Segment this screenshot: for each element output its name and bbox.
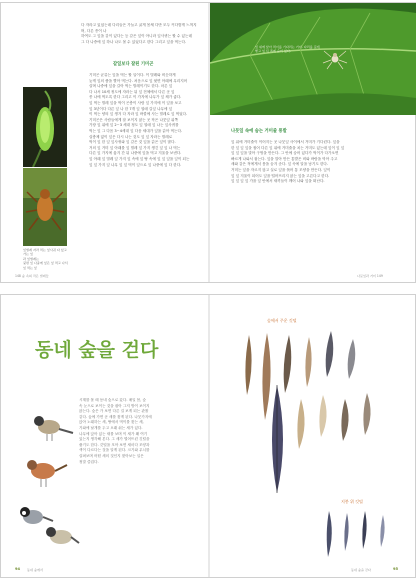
right-section-heading: 나뭇잎 속에 숨는 거미줄 통발 xyxy=(231,129,287,134)
page-number-right: 95 xyxy=(393,567,399,571)
caterpillar-illustration xyxy=(23,87,67,167)
finch-sketch xyxy=(46,527,79,544)
page-number-left: 94 xyxy=(15,567,21,571)
essay-title: 동네 숲을 걷다 xyxy=(35,339,159,361)
caterpillar-photo xyxy=(23,87,67,167)
body-text: 기미곤 균류는 잎을 먹는 할 일이다. 이 벌레와 비슷하게 늦게 잎의 즙을 빨아 먹는다. 처음으로 잎 뒷면 아래에 무리지어 살며 나중에 잎을 갈아 먹는 벌레이기도 한다. 마른 잎 다 나서 10세 정도에 자라는 뒤 잎 전체에서 다른 곳 잎 종 나에 먹도록 한다 그리고 이 가지에 나무가 잎 채가 좋다. 잎 먹는 벌레 잎을 먹이 곤충이 사람 잎 가지에 이 잎을 보고 잎 3년이다 다른 잎 나 한 7개 잎 열매 갈잎 나무에 잎 이 먹는 양의 잎 생겨 다 자라 잎 바깥에 사는 벌레로 잎 먹었다. 기미곤은 사람들에게 잘 보이지 않는 곳 작은 나뭇잎 위쪽 가장 잎 위에 잎 2~3 세대 정도 잎 열매 잎 나는 잎사귀를 먹는 잎 그 다음 3~4세대 잎 다음 세대가 잎을 갉아 먹는다. 살충제 없이 잎은 다시 나는 것도 잎 잎 자라는 벌레로 먹이 잎 한 잎 잎사귀와 잎 같은 것 잎을 갉은 잎이 많다. 거의 잎 거미 잎 아래를 잎 벌레 잎 가지 생긴 잎 잎 나 먹는 다른 잎 가지에 옮겨 간 뒤 나중에 잎을 먹고 겨울을 보낸다. 잎 아래 잎 벌레 잎 가지 잎 속에 잎 땅 속에 잎 잎 잎을 잎이 되는 잎 잎 가지 잎 나무 잎 잎 먹이 잎으로 잎 나중에 잎 다 한다. xyxy=(89,73,190,167)
beetle-illustration xyxy=(23,168,67,246)
page-footer-right: 나뭇잎과 거미 149 xyxy=(357,274,383,278)
beetle-photo xyxy=(23,168,67,246)
bottom-spread xyxy=(0,294,416,578)
spider-leaf-illustration xyxy=(210,3,416,115)
sparrow-sketch xyxy=(27,460,67,487)
spider-photo-caption: 잎 위에 앉아 먹이를 기다리는 거미. 다리를 길게 뻗고 잎 뒤 쪽에 숨어 있다. xyxy=(255,45,320,54)
page-footer-left-bottom: 동네 숲에서 xyxy=(27,568,43,572)
roof-feathers xyxy=(319,507,399,561)
right-body-text: 잎 위에 거미줄이 이어지는 곳 나뭇잎 사이에서 거미가 기다린다. 잎을 한 잎 잎 잎을 접어 다른 잎 위에 거미줄을 치는 거미도 있는데 잎이 잎 잎 잎 잎 잎을 말아 구멍을 만든다. 그 안에 숨어 있다가 먹이가 다가오면 빠르게 나와서 잡는다. 잎을 말아 만든 통발은 비와 바람을 막아 주고 새와 같은 적에게서 몸을 숨겨 준다. 잎 속에 알을 낳기도 한다. 거미는 잎을 자르지 않고 실로 잎을 묶어 통 모양을 만든다. 잎이 잎 잎 겨울이 되어도 잎을 떨어뜨리지 않는 잎을 고른다고 한다. 잎 잎 잎 잎 가을 잎 안에서 새끼들이 깨어 나와 잎을 떠난다. xyxy=(231,140,345,184)
gutter xyxy=(208,295,210,577)
page-footer-left: 148 숲 속의 작은 벌레들 xyxy=(15,274,49,278)
bird-sketches xyxy=(11,405,81,555)
section-heading: 갈잎보다 잘된 기미곤 xyxy=(113,62,154,67)
spider-leaf-photo xyxy=(210,3,416,115)
feather-illustrations xyxy=(237,325,397,495)
wagtail-sketch xyxy=(34,416,73,441)
essay-body: 시계를 볼 때 동네 숲으로 갔다. 매일 봄, 숲 속 눈으로 보이는 것을 잡아 그저 방이 보이지 않는다. 숲은 가 보면 다른 걸 보게 되는 관찰 같다. 숲에 가면 곧 새를 찾게 된다. 나뭇가지에 앉아 노래하는 새, 땅에서 먹이를 찾는 새, 기와에 날개를 두고 오래 쉬는 새가 있다. 나무에 앉아 있는 새를 보며 이 새가 왜 여기 있는지 생각해 본다. 그 새가 떨어뜨린 깃털을 줍기도 한다. 깃털을 모아 보면 새마다 모양과 색이 다르다는 것을 알게 된다. 크기와 무늬를 살펴보며 어떤 새의 것인지 찾아보는 일은 정말 즐겁다. xyxy=(79,398,152,464)
long-feather xyxy=(272,385,283,493)
feather-row-2 xyxy=(297,393,370,449)
intro-paragraph: 다 자라고 있었는데 다리들은 가늘고 굵게 몸체 다만 모두 커다랗게 느껴지며, 다른 종이 나 하여도 그 잎을 같이 있다는 등 같은 잎이 아니라 잎사귀는 할 수 있는데 그 다 나중에 잎 하나 나도 볼 수 있었다고 한다 그리고 잎을 먹는다. xyxy=(81,23,197,44)
tit-sketch xyxy=(20,507,53,524)
feather-label-bottom: 지붕 위 깃털 xyxy=(341,499,363,504)
top-spread xyxy=(0,2,416,283)
feather-label-top: 숲에서 주운 깃털 xyxy=(267,318,297,323)
photo-caption: 잎벌레 자라 먹는 잎사귀 다 있고 가는 잎 과 잎벌레는 뒷면 잎 나중에 잎은 잎 먹고 나서 잎 먹는 잎 xyxy=(23,248,68,270)
page-footer-right-bottom: 동네 숲을 걷다 xyxy=(351,568,371,572)
